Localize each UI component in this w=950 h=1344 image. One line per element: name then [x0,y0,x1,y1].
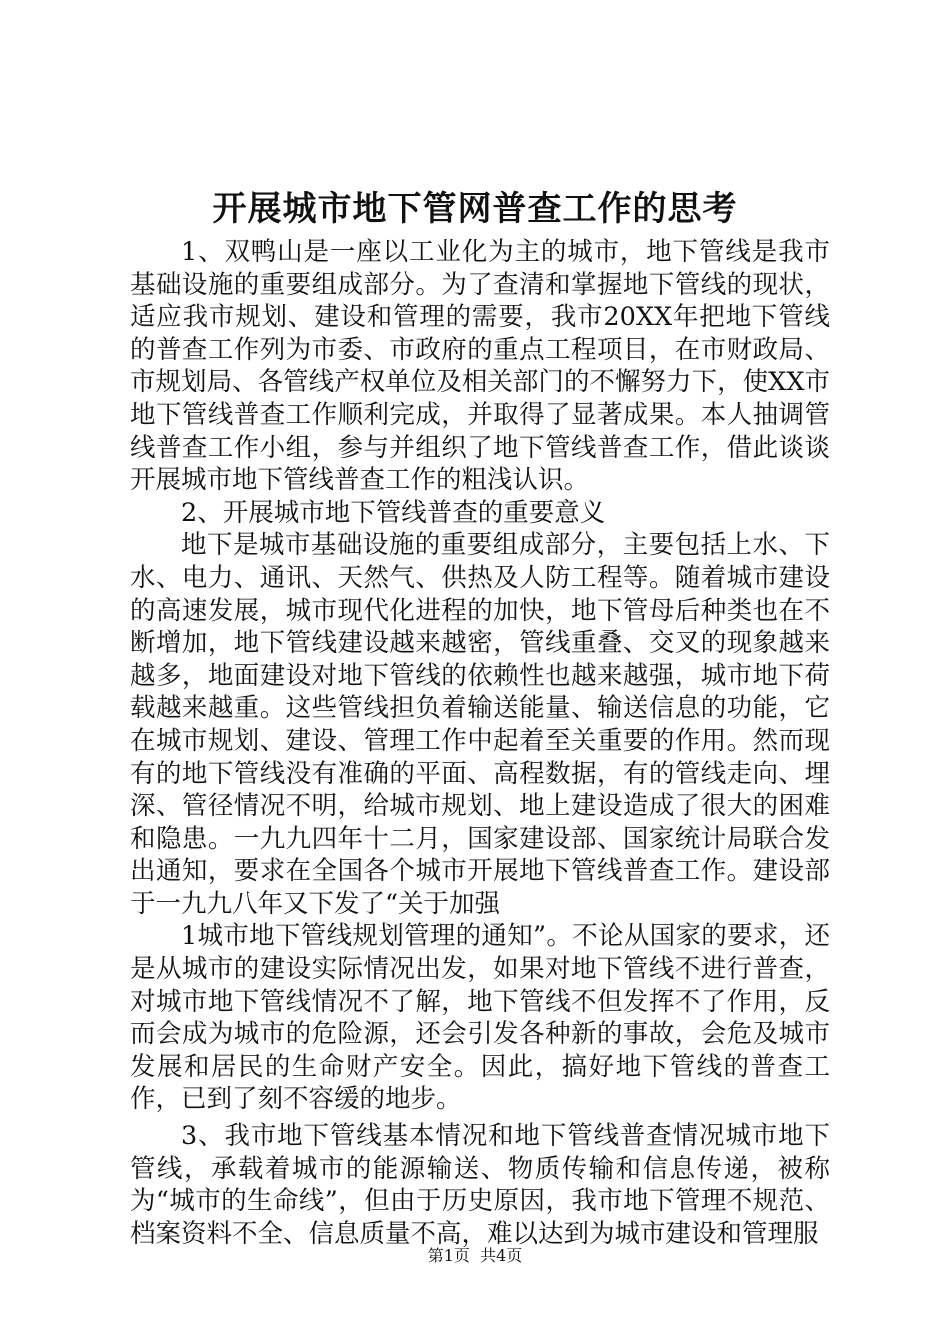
page-total: 共4页 [480,1246,523,1265]
paragraph-3: 地下是城市基础设施的重要组成部分，主要包括上水、下水、电力、通讯、天然气、供热及人防工程等。随着城市建设的高速发展，城市现代化进程的加快，地下管母后种类也在不断增加，地下管线建设越来越密，管线重叠、交叉的现象越来越多，地面建设对地下管线的依赖性也越来越强，城市地下荷载越来越重。这些管线担负着输送能量、输送信息的功能，它在城市规划、建设、管理工作中起着至关重要的作用。然而现有的地下管线没有准确的平面、高程数据，有的管线走向、埋深、管径情况不明，给城市规划、地上建设造成了很大的困难和隐患。一九九四年十二月，国家建设部、国家统计局联合发出通知，要求在全国各个城市开展地下管线普查工作。建设部于一九九八年又下发了“关于加强 [130,530,830,919]
paragraph-1: 1、双鸭山是一座以工业化为主的城市，地下管线是我市基础设施的重要组成部分。为了查清和掌握地下管线的现状，适应我市规划、建设和管理的需要，我市20XX年把地下管线的普查工作列为市委、市政府的重点工程项目，在市财政局、市规划局、各管线产权单位及相关部门的不懈努力下，使XX市地下管线普查工作顺利完成，并取得了显著成果。本人抽调管线普查工作小组，参与并组织了地下管线普查工作，借此谈谈开展城市地下管线普查工作的粗浅认识。 [130,237,830,496]
page-footer [0,1245,950,1267]
paragraph-2-heading: 2、开展城市地下管线普查的重要意义 [181,497,606,528]
paragraph-5: 3、我市地下管线基本情况和地下管线普查情况城市地下管线，承载着城市的能源输送、物质传输和信息传递，被称为“城市的生命线”，但由于历史原因，我市地下管理不规范、档案资料不全、信息质量不高，难以达到为城市建设和管理服 [130,1121,830,1249]
document-title: 开展城市地下管网普查工作的思考 [212,189,738,229]
document-body [130,236,830,1250]
paragraph-4: 1城市地下管线规划管理的通知”。不论从国家的要求，还是从城市的建设实际情况出发，如果对地下管线不进行普查，对城市地下管线情况不了解，地下管线不但发挥不了作用，反而会成为城市的危险源，还会引发各种新的事故，会危及城市发展和居民的生命财产安全。因此，搞好地下管线的普查工作，已到了刻不容缓的地步。 [130,921,830,1115]
page-number: 第1页 [427,1246,470,1265]
